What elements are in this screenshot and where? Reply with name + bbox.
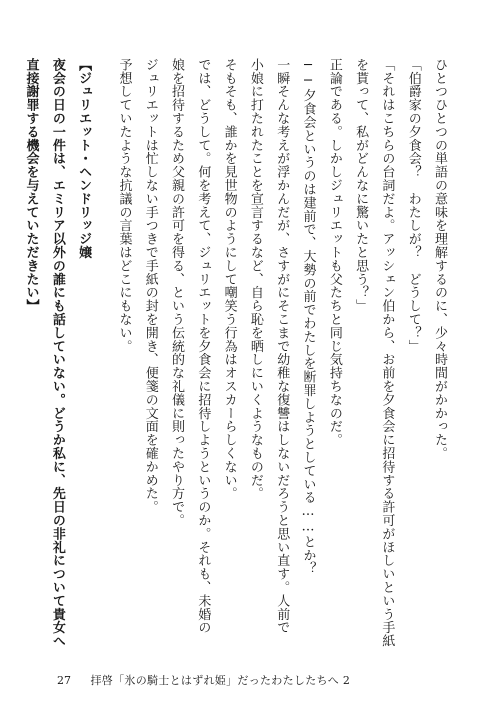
body-line: 娘を招待するため父親の許可を得る、という伝統的な礼儀に則ったやり方で。 <box>169 58 185 527</box>
letter-line: 【ジュリエット・ヘンドリッジ嬢 <box>76 58 92 259</box>
body-line: 正論である。しかしジュリエットも父たちと同じ気持ちなのだ。 <box>326 58 342 447</box>
body-line: 小娘に打たれたことを宣言するなど、自ら恥を晒しにいくようなものだ。 <box>247 58 263 501</box>
body-line: 「伯爵家の夕食会？ わたしが？ どうして？」 <box>405 58 421 353</box>
page-footer <box>57 672 350 688</box>
body-line: を貰って、私がどんなに驚いたと思う？」 <box>353 58 369 313</box>
body-line: 「それはこちらの台詞だよ。アッシェン伯から、お前を夕食会に招待する許可がほしいという手紙 <box>379 58 395 648</box>
page-number: 27 <box>57 674 71 687</box>
body-line: 予想していたような抗議の言葉はどこにもない。 <box>116 58 132 353</box>
body-line: では、どうして。何を考えて、ジュリエットを夕食会に招待しようというのか。それも、未婚の <box>195 58 211 635</box>
letter-spacer <box>96 58 110 658</box>
running-title: 拝啓「氷の騎士とはずれ姫」だったわたしたちへ 2 <box>90 674 351 687</box>
letter-line: 夜会の日の一件は、エミリア以外の誰にも話していない。どうか私に、先日の非礼について貴女へ <box>49 58 65 648</box>
body-line: ジュリエットは忙しない手つきで手紙の封を開き、便箋の文面を確かめた。 <box>142 58 158 514</box>
body-line: ひとつひとつの単語の意味を理解するのに、少々時間がかかった。 <box>432 58 447 460</box>
letter-line: 直接謝罪する機会を与えていただきたい】 <box>23 58 39 313</box>
body-line: そもそも、誰かを見世物のようにして嘲笑う行為はオスカーらしくない。 <box>221 58 237 501</box>
vertical-text-body <box>17 58 452 658</box>
body-line: 一瞬そんな考えが浮かんだが、さすがにそこまで幼稚な復讐はしないだろうと思い直す。人前で <box>274 58 290 635</box>
body-line: ──夕食会というのは建前で、大勢の前でわたしを断罪しようとしている……とか？ <box>300 58 316 576</box>
